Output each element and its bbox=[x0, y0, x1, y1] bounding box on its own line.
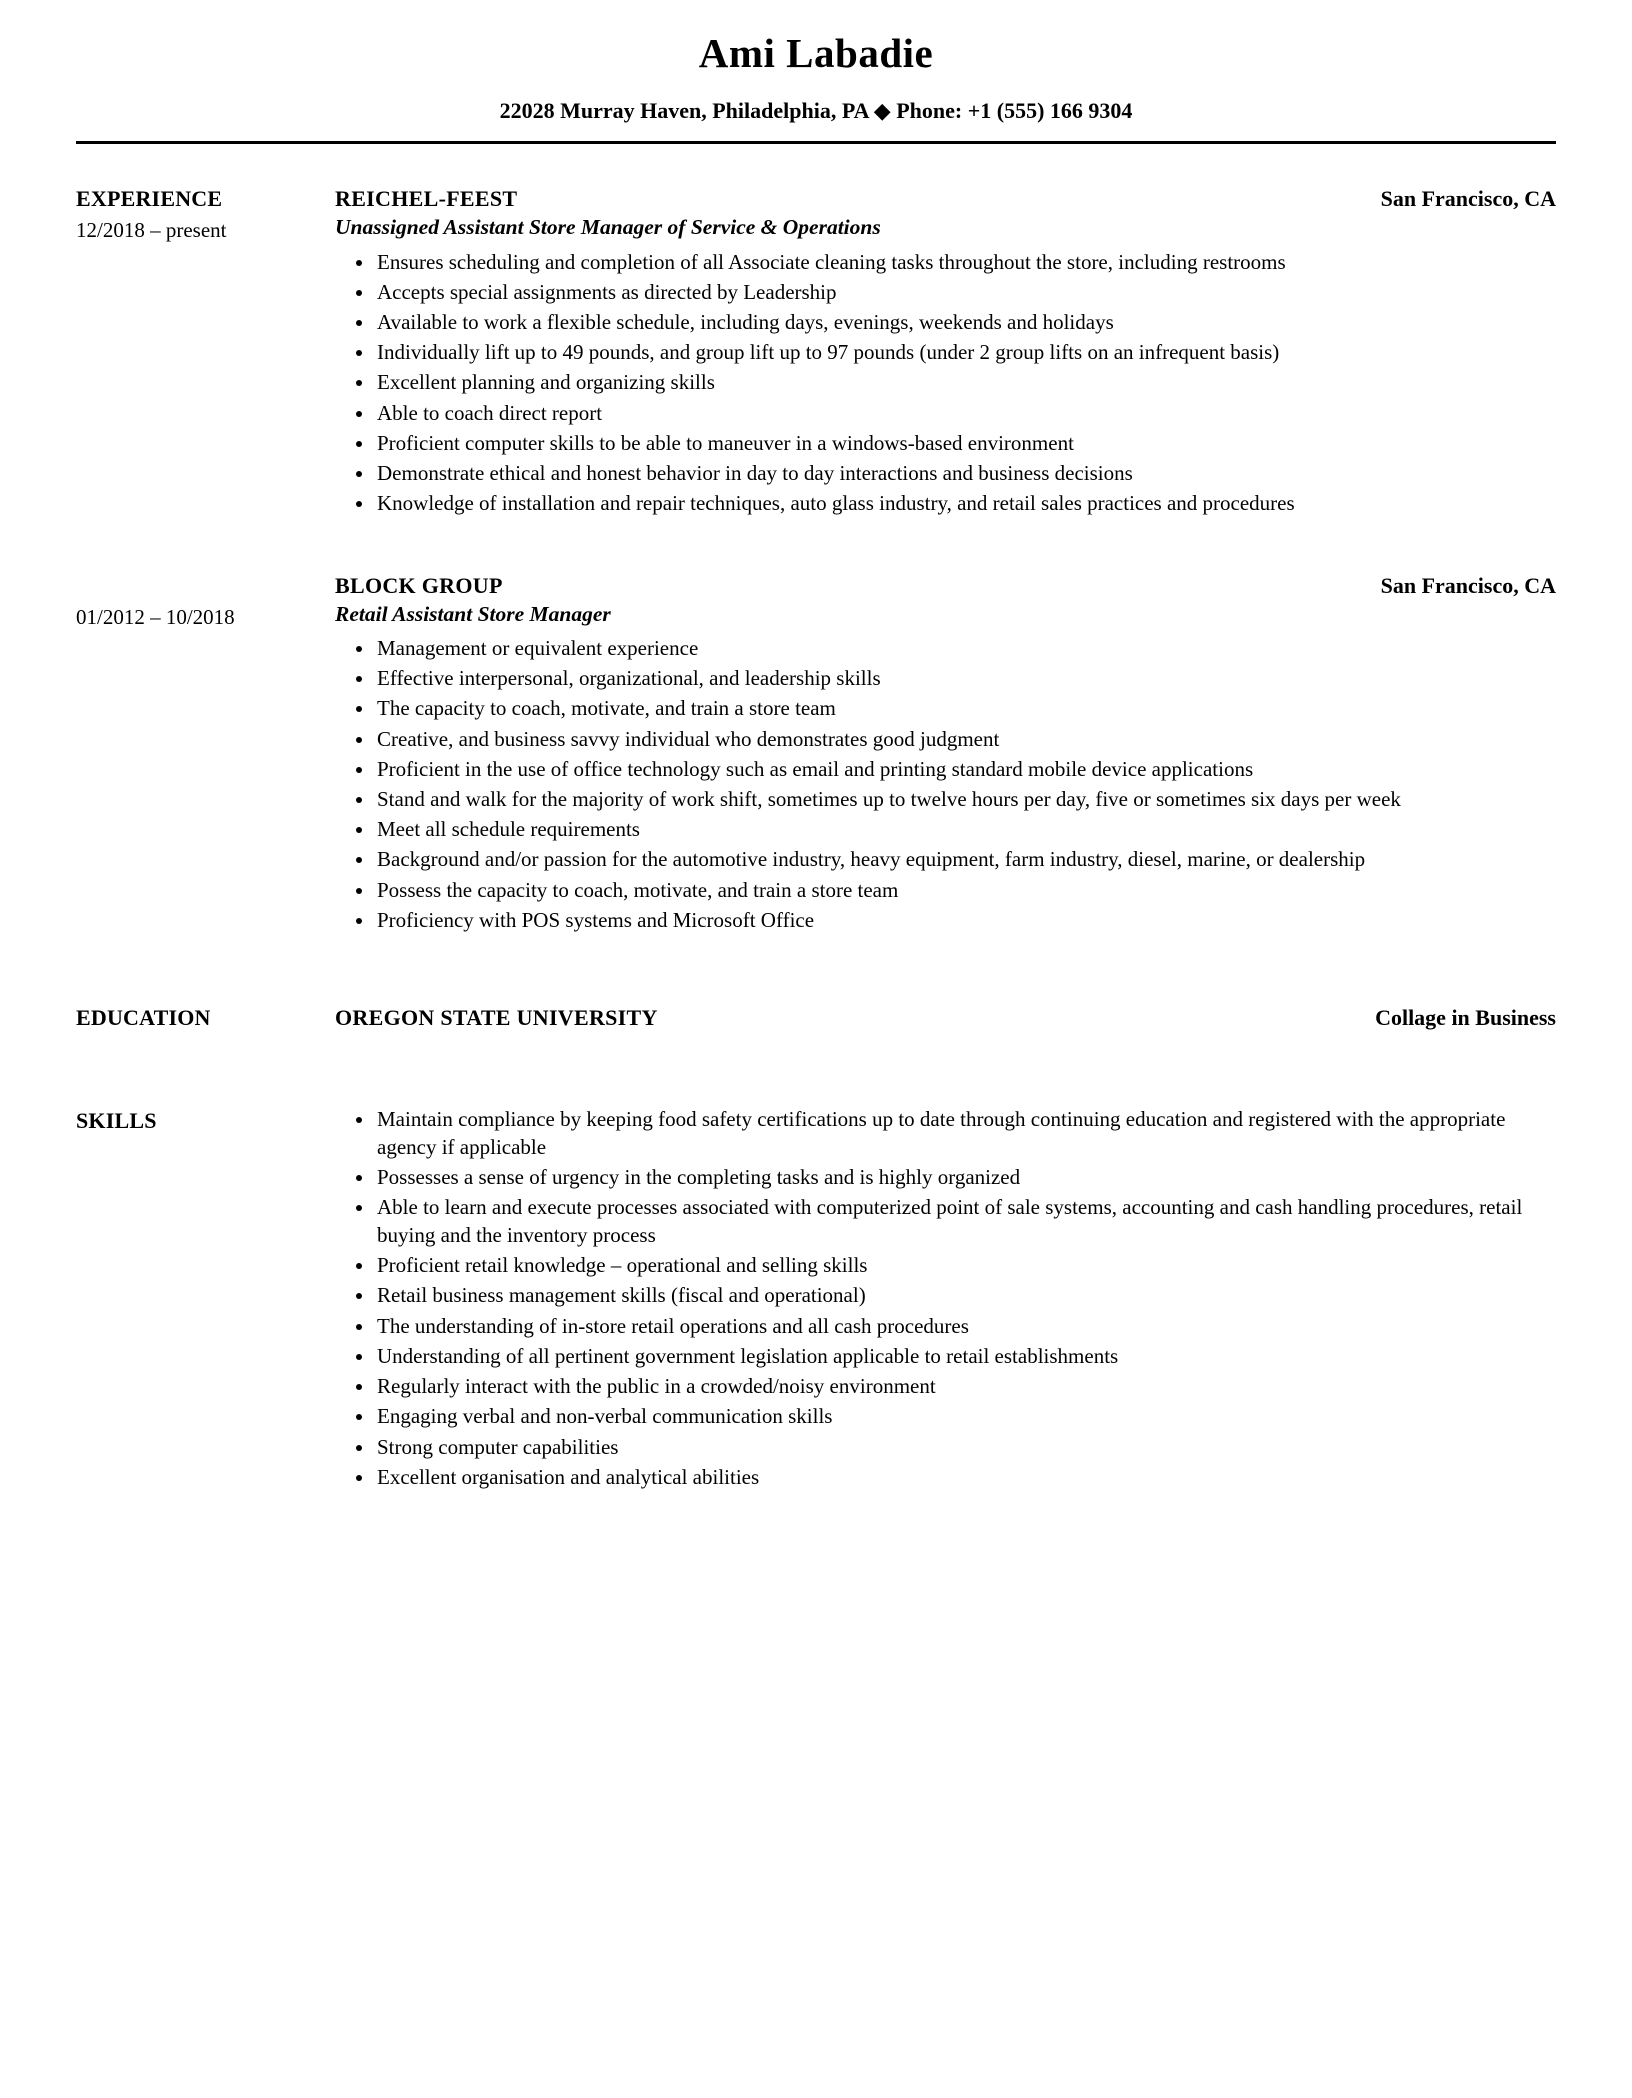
bullet-item: • Excellent organisation and analytical abilities bbox=[375, 1464, 1556, 1492]
job-1-company: REICHEL-FEEST bbox=[335, 186, 518, 212]
experience-section-label: EXPERIENCE bbox=[76, 186, 223, 212]
job-1-header bbox=[335, 184, 1556, 213]
education-content bbox=[335, 1003, 1556, 1032]
bullet-item: • Proficient retail knowledge – operational and selling skills bbox=[375, 1252, 1556, 1280]
bullet-item: • Able to learn and execute processes associated with computerized point of sale systems, accounting and cash handling procedures, retail buying and the inventory process bbox=[375, 1194, 1556, 1249]
bullet-item: • Possesses a sense of urgency in the completing tasks and is highly organized bbox=[375, 1164, 1556, 1192]
job-2-company: BLOCK GROUP bbox=[335, 572, 503, 598]
bullet-item: • Stand and walk for the majority of work shift, sometimes up to twelve hours per day, five or sometimes six days per week bbox=[375, 786, 1556, 814]
bullet-item: • Effective interpersonal, organizational, and leadership skills bbox=[375, 665, 1556, 693]
experience-job-1 bbox=[76, 184, 1556, 520]
contact-line: 22028 Murray Haven, Philadelphia, PA ◆ Phone: +1 (555) 166 9304 bbox=[499, 98, 1133, 124]
skills-section bbox=[76, 1106, 1556, 1494]
school-name: OREGON STATE UNIVERSITY bbox=[335, 1005, 658, 1031]
bullet-item: • Accepts special assignments as directed by Leadership bbox=[375, 279, 1556, 307]
bullet-item: • Background and/or passion for the automotive industry, heavy equipment, farm industry, diesel, marine, or dealership bbox=[375, 846, 1556, 874]
education-section bbox=[76, 1003, 1556, 1032]
job-2-header bbox=[335, 571, 1556, 600]
job-2-dates: 01/2012 – 10/2018 bbox=[76, 604, 235, 629]
bullet-item: • The capacity to coach, motivate, and train a store team bbox=[375, 695, 1556, 723]
bullet-item: • The understanding of in-store retail operations and all cash procedures bbox=[375, 1313, 1556, 1341]
bullet-item: • Proficient in the use of office technology such as email and printing standard mobile device applications bbox=[375, 756, 1556, 784]
bullet-item: • Knowledge of installation and repair techniques, auto glass industry, and retail sales practices and procedures bbox=[375, 490, 1556, 518]
skills-left-column bbox=[76, 1106, 335, 1135]
bullet-item: • Available to work a flexible schedule, including days, evenings, weekends and holidays bbox=[375, 309, 1556, 337]
bullet-item: • Ensures scheduling and completion of all Associate cleaning tasks throughout the store, including restrooms bbox=[375, 249, 1556, 277]
candidate-name: Ami Labadie bbox=[698, 30, 934, 76]
experience-left-column bbox=[76, 184, 335, 245]
job-2-content bbox=[335, 571, 1556, 938]
job-1-bullets bbox=[335, 249, 1556, 518]
education-left-column bbox=[76, 1003, 335, 1032]
job-2-bullets bbox=[335, 635, 1556, 935]
experience-job-2 bbox=[76, 571, 1556, 938]
job-2-location: San Francisco, CA bbox=[1380, 572, 1556, 598]
job-1-dates: 12/2018 – present bbox=[76, 218, 227, 243]
bullet-item: • Proficient computer skills to be able to maneuver in a windows-based environment bbox=[375, 430, 1556, 458]
job-1-title: Unassigned Assistant Store Manager of Service & Operations bbox=[335, 215, 881, 240]
resume-header bbox=[76, 26, 1556, 125]
header-divider bbox=[76, 141, 1556, 144]
degree-name: Collage in Business bbox=[1375, 1005, 1556, 1031]
skills-bullets bbox=[335, 1106, 1556, 1491]
education-header bbox=[335, 1003, 1556, 1032]
job-2-title: Retail Assistant Store Manager bbox=[335, 601, 611, 626]
bullet-item: • Management or equivalent experience bbox=[375, 635, 1556, 663]
education-section-label: EDUCATION bbox=[76, 1005, 211, 1031]
bullet-item: • Regularly interact with the public in a crowded/noisy environment bbox=[375, 1373, 1556, 1401]
bullet-item: • Creative, and business savvy individual who demonstrates good judgment bbox=[375, 726, 1556, 754]
bullet-item: • Strong computer capabilities bbox=[375, 1434, 1556, 1462]
bullet-item: • Individually lift up to 49 pounds, and group lift up to 97 pounds (under 2 group lifts on an infrequent basis) bbox=[375, 339, 1556, 367]
skills-section-label: SKILLS bbox=[76, 1108, 157, 1134]
bullet-item: • Understanding of all pertinent government legislation applicable to retail establishments bbox=[375, 1343, 1556, 1371]
bullet-item: • Possess the capacity to coach, motivate, and train a store team bbox=[375, 877, 1556, 905]
job-1-content bbox=[335, 184, 1556, 520]
job-2-left-column bbox=[76, 571, 335, 632]
bullet-item: • Proficiency with POS systems and Microsoft Office bbox=[375, 907, 1556, 935]
bullet-item: • Excellent planning and organizing skills bbox=[375, 369, 1556, 397]
bullet-item: • Retail business management skills (fiscal and operational) bbox=[375, 1282, 1556, 1310]
skills-content bbox=[335, 1106, 1556, 1494]
bullet-item: • Maintain compliance by keeping food safety certifications up to date through continuing education and registered with the appropriate agency if applicable bbox=[375, 1106, 1556, 1161]
bullet-item: • Engaging verbal and non-verbal communication skills bbox=[375, 1403, 1556, 1431]
bullet-item: • Able to coach direct report bbox=[375, 400, 1556, 428]
bullet-item: • Meet all schedule requirements bbox=[375, 816, 1556, 844]
job-1-location: San Francisco, CA bbox=[1380, 186, 1556, 212]
bullet-item: • Demonstrate ethical and honest behavior in day to day interactions and business decisions bbox=[375, 460, 1556, 488]
